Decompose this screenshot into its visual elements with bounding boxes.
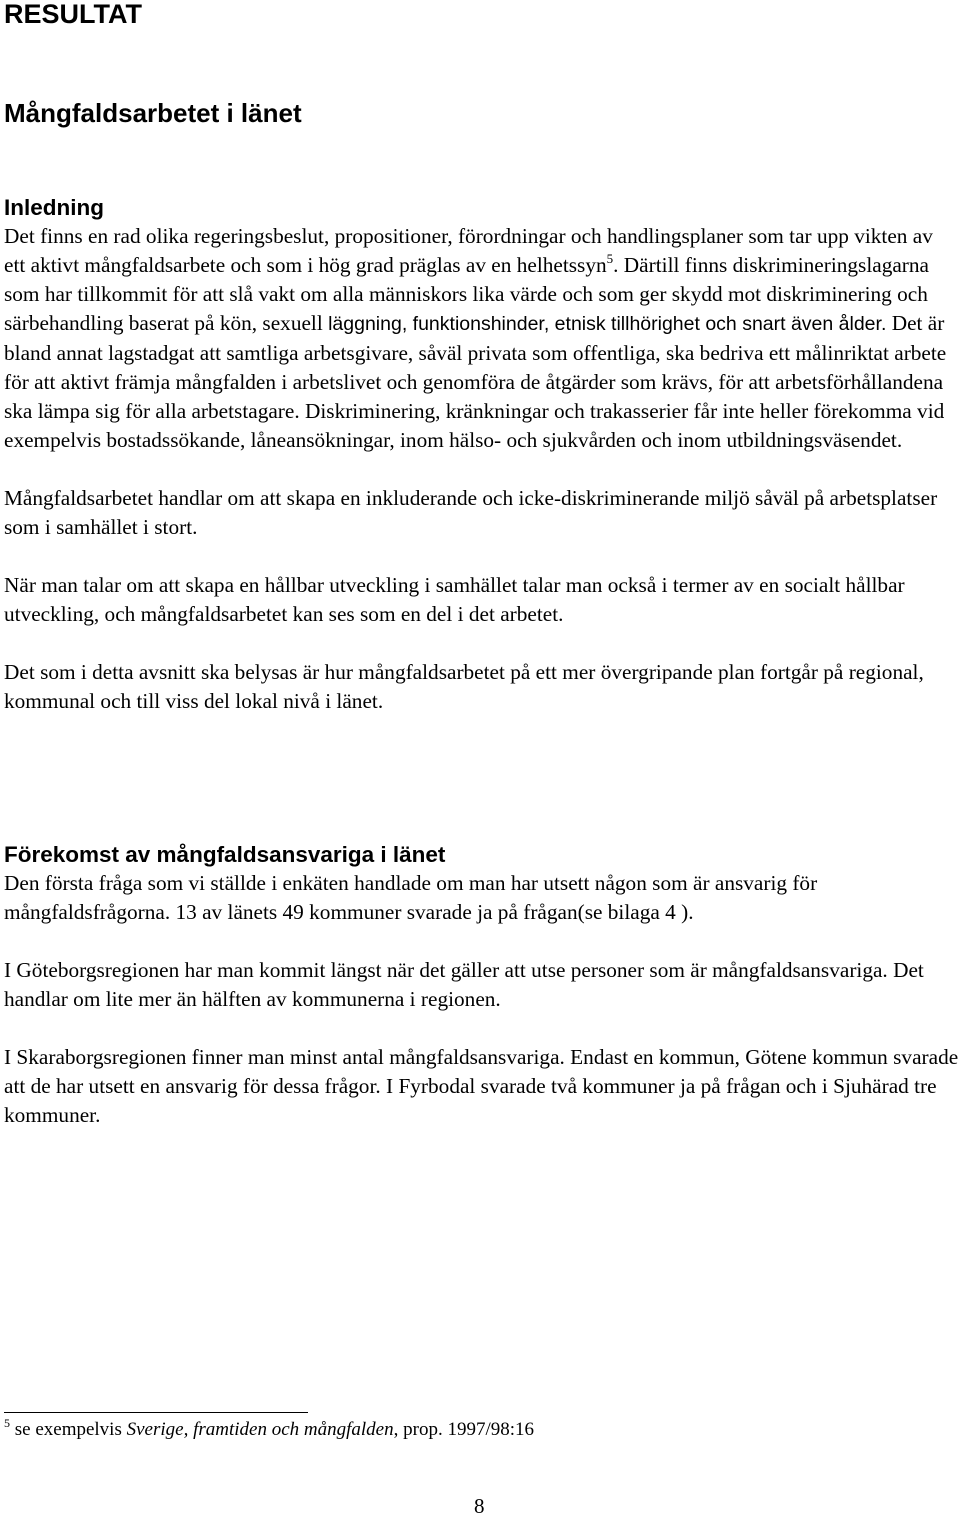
footnote-title: Sverige, framtiden och mångfalden	[126, 1419, 394, 1440]
heading-inledning: Inledning	[4, 195, 104, 220]
paragraph-forekomst-2: I Göteborgsregionen har man kommit längst när det gäller att utse personer som är mångfaldsansvariga. Det handlar om lite mer än hälften av kommunerna i regionen.	[4, 958, 924, 1011]
section-inledning	[4, 193, 960, 716]
footnote	[4, 1418, 534, 1442]
page-number: 8	[474, 1494, 485, 1518]
section-title: RESULTAT	[4, 0, 142, 29]
footnote-suffix: , prop. 1997/98:16	[393, 1419, 535, 1440]
paragraph-inledning-3: När man talar om att skapa en hållbar utveckling i samhället talar man också i termer av en socialt hållbar utveckling, och mångfaldsarbetet kan ses som en del i det arbetet.	[4, 573, 905, 626]
paragraph-inledning-2: Mångfaldsarbetet handlar om att skapa en inkluderande och icke-diskriminerande miljö såväl på arbetsplatser som i samhället i stort.	[4, 486, 938, 539]
footnote-separator	[4, 1412, 308, 1413]
paragraph-text: Det finns en rad olika regeringsbeslut, propositioner, förordningar och handlingsplaner som tar upp vikten av ett aktivt mångfaldsarbete och som i hög grad präglas av en helhetssyn	[4, 224, 933, 277]
paragraph-forekomst-1: Den första fråga som vi ställde i enkäten handlade om man har utsett någon som är ansvarig för mångfaldsfrågorna. 13 av länets 49 kommuner svarade ja på frågan(se bilaga 4 ).	[4, 871, 818, 924]
paragraph-forekomst-3: I Skaraborgsregionen finner man minst antal mångfaldsansvariga. Endast en kommun, Götene kommun svarade att de har utsett en ansvarig för dessa frågor. I Fyrbodal svarade två kommuner ja på frågan och i Sjuhärad tre kommuner.	[4, 1045, 959, 1127]
paragraph-text: . Därtill finns diskrimineringslagarna som har tillkommit för att slå vakt om alla människors lika värde och som ger skydd mot diskriminering och särbehandling baserat på kön, sexuell	[4, 253, 929, 335]
heading-forekomst: Förekomst av mångfaldsansvariga i länet	[4, 842, 446, 867]
chapter-title: Mångfaldsarbetet i länet	[4, 98, 302, 128]
footnote-reference: 5	[606, 251, 614, 266]
section-forekomst	[4, 840, 960, 1130]
paragraph-inledning-1	[4, 222, 959, 455]
footnote-number: 5	[4, 1416, 10, 1430]
footnote-prefix: se exempelvis	[10, 1419, 127, 1440]
paragraph-inledning-4: Det som i detta avsnitt ska belysas är hur mångfaldsarbetet på ett mer övergripande plan fortgår på regional, kommunal och till viss del lokal nivå i länet.	[4, 660, 924, 713]
paragraph-text-sans: läggning, funktionshinder, etnisk tillhörighet och snart även ålder.	[328, 313, 887, 335]
paragraph-text: Det är bland annat lagstadgat att samtliga arbetsgivare, såväl privata som offentliga, ska bedriva ett målinriktat arbete för att aktivt främja mångfalden i arbetslivet och genomföra de åtgärder som krävs, för att arbetsförhållandena ska lämpa sig för alla arbetstagare. Diskriminering, kränkningar och trakasserier får inte heller förekomma vid exempelvis bostadssökande, låneansökningar, inom hälso- och sjukvården och inom utbildningsväsendet.	[4, 311, 947, 452]
